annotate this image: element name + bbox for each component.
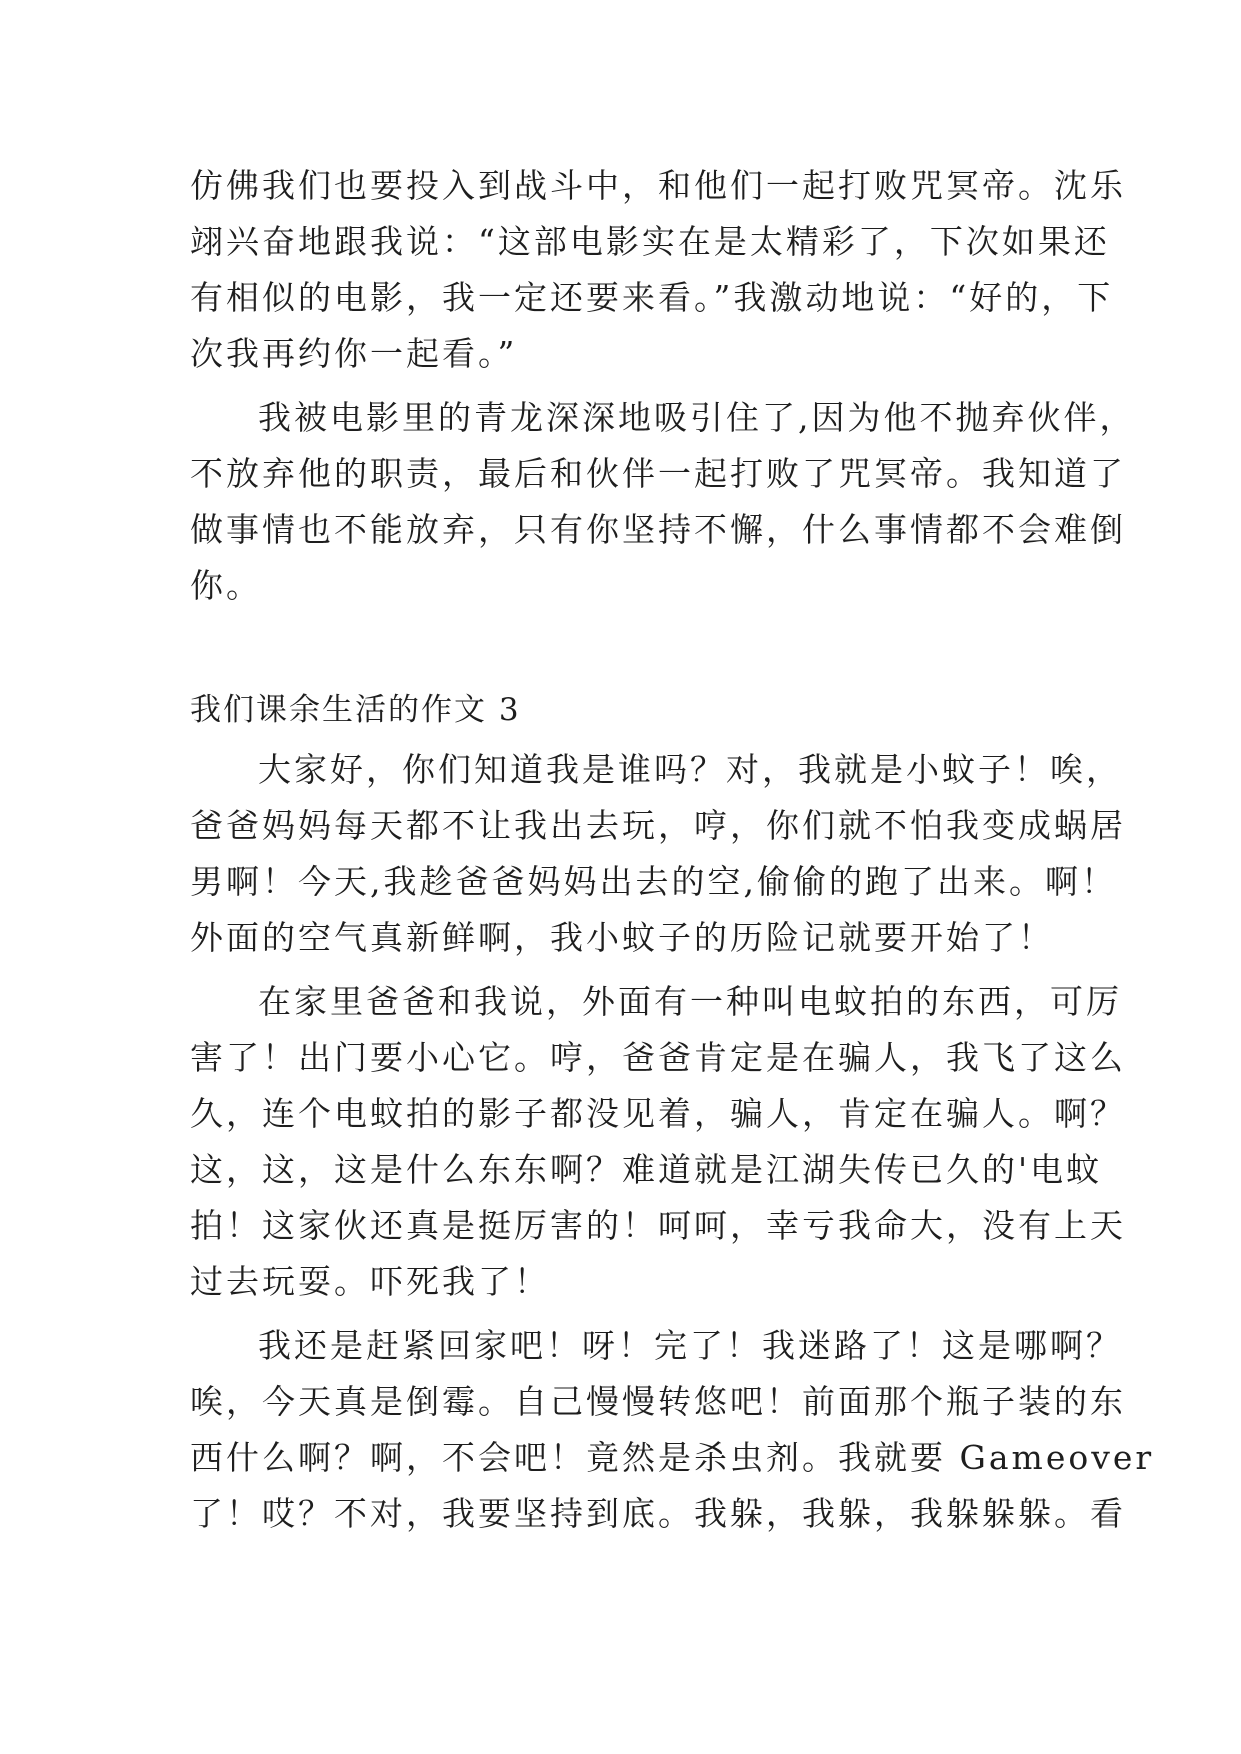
paragraph-3-line-4: 外面的空气真新鲜啊，我小蚊子的历险记就要开始了！ <box>190 918 1054 957</box>
paragraph-1-line-2: 翊兴奋地跟我说：“这部电影实在是太精彩了，下次如果还 <box>190 222 1110 261</box>
paragraph-1-line-3: 有相似的电影，我一定还要来看。”我激动地说：“好的，下 <box>190 278 1114 317</box>
paragraph-3-line-3: 男啊！今天,我趁爸爸妈妈出去的空,偷偷的跑了出来。啊！ <box>190 862 1117 901</box>
paragraph-4-line-4: 这，这，这是什么东东啊？难道就是江湖失传已久的'电蚊 <box>190 1150 1103 1189</box>
paragraph-2-line-2: 不放弃他的职责，最后和伙伴一起打败了咒冥帝。我知道了 <box>190 454 1126 493</box>
paragraph-5-line-4: 了！哎？不对，我要坚持到底。我躲，我躲，我躲躲躲。看 <box>190 1494 1126 1533</box>
paragraph-4-line-2: 害了！出门要小心它。哼，爸爸肯定是在骗人，我飞了这么 <box>190 1038 1126 1077</box>
paragraph-3-line-2: 爸爸妈妈每天都不让我出去玩，哼，你们就不怕我变成蜗居 <box>190 806 1126 845</box>
paragraph-1-line-1: 仿佛我们也要投入到战斗中，和他们一起打败咒冥帝。沈乐 <box>190 166 1126 205</box>
paragraph-5-line-2: 唉，今天真是倒霉。自己慢慢转悠吧！前面那个瓶子装的东 <box>190 1382 1126 1421</box>
paragraph-4-line-5: 拍！这家伙还真是挺厉害的！呵呵，幸亏我命大，没有上天 <box>190 1206 1126 1245</box>
paragraph-4-line-1: 在家里爸爸和我说，外面有一种叫电蚊拍的东西，可厉 <box>258 982 1122 1021</box>
paragraph-5-line-3: 西什么啊？啊，不会吧！竟然是杀虫剂。我就要 Gameover <box>190 1438 1155 1477</box>
paragraph-4-line-6: 过去玩耍。吓死我了！ <box>190 1262 550 1301</box>
paragraph-3-line-1: 大家好，你们知道我是谁吗？对，我就是小蚊子！唉， <box>258 750 1122 789</box>
paragraph-5-line-1: 我还是赶紧回家吧！呀！完了！我迷路了！这是哪啊？ <box>258 1326 1122 1365</box>
section-title: 我们课余生活的作文 3 <box>190 692 521 728</box>
paragraph-2-line-3: 做事情也不能放弃，只有你坚持不懈，什么事情都不会难倒 <box>190 510 1126 549</box>
paragraph-4-line-3: 久，连个电蚊拍的影子都没见着，骗人，肯定在骗人。啊？ <box>190 1094 1126 1133</box>
paragraph-2-line-4: 你。 <box>190 566 262 605</box>
paragraph-1-line-4: 次我再约你一起看。” <box>190 334 518 373</box>
paragraph-2-line-1: 我被电影里的青龙深深地吸引住了,因为他不抛弃伙伴， <box>258 398 1136 437</box>
